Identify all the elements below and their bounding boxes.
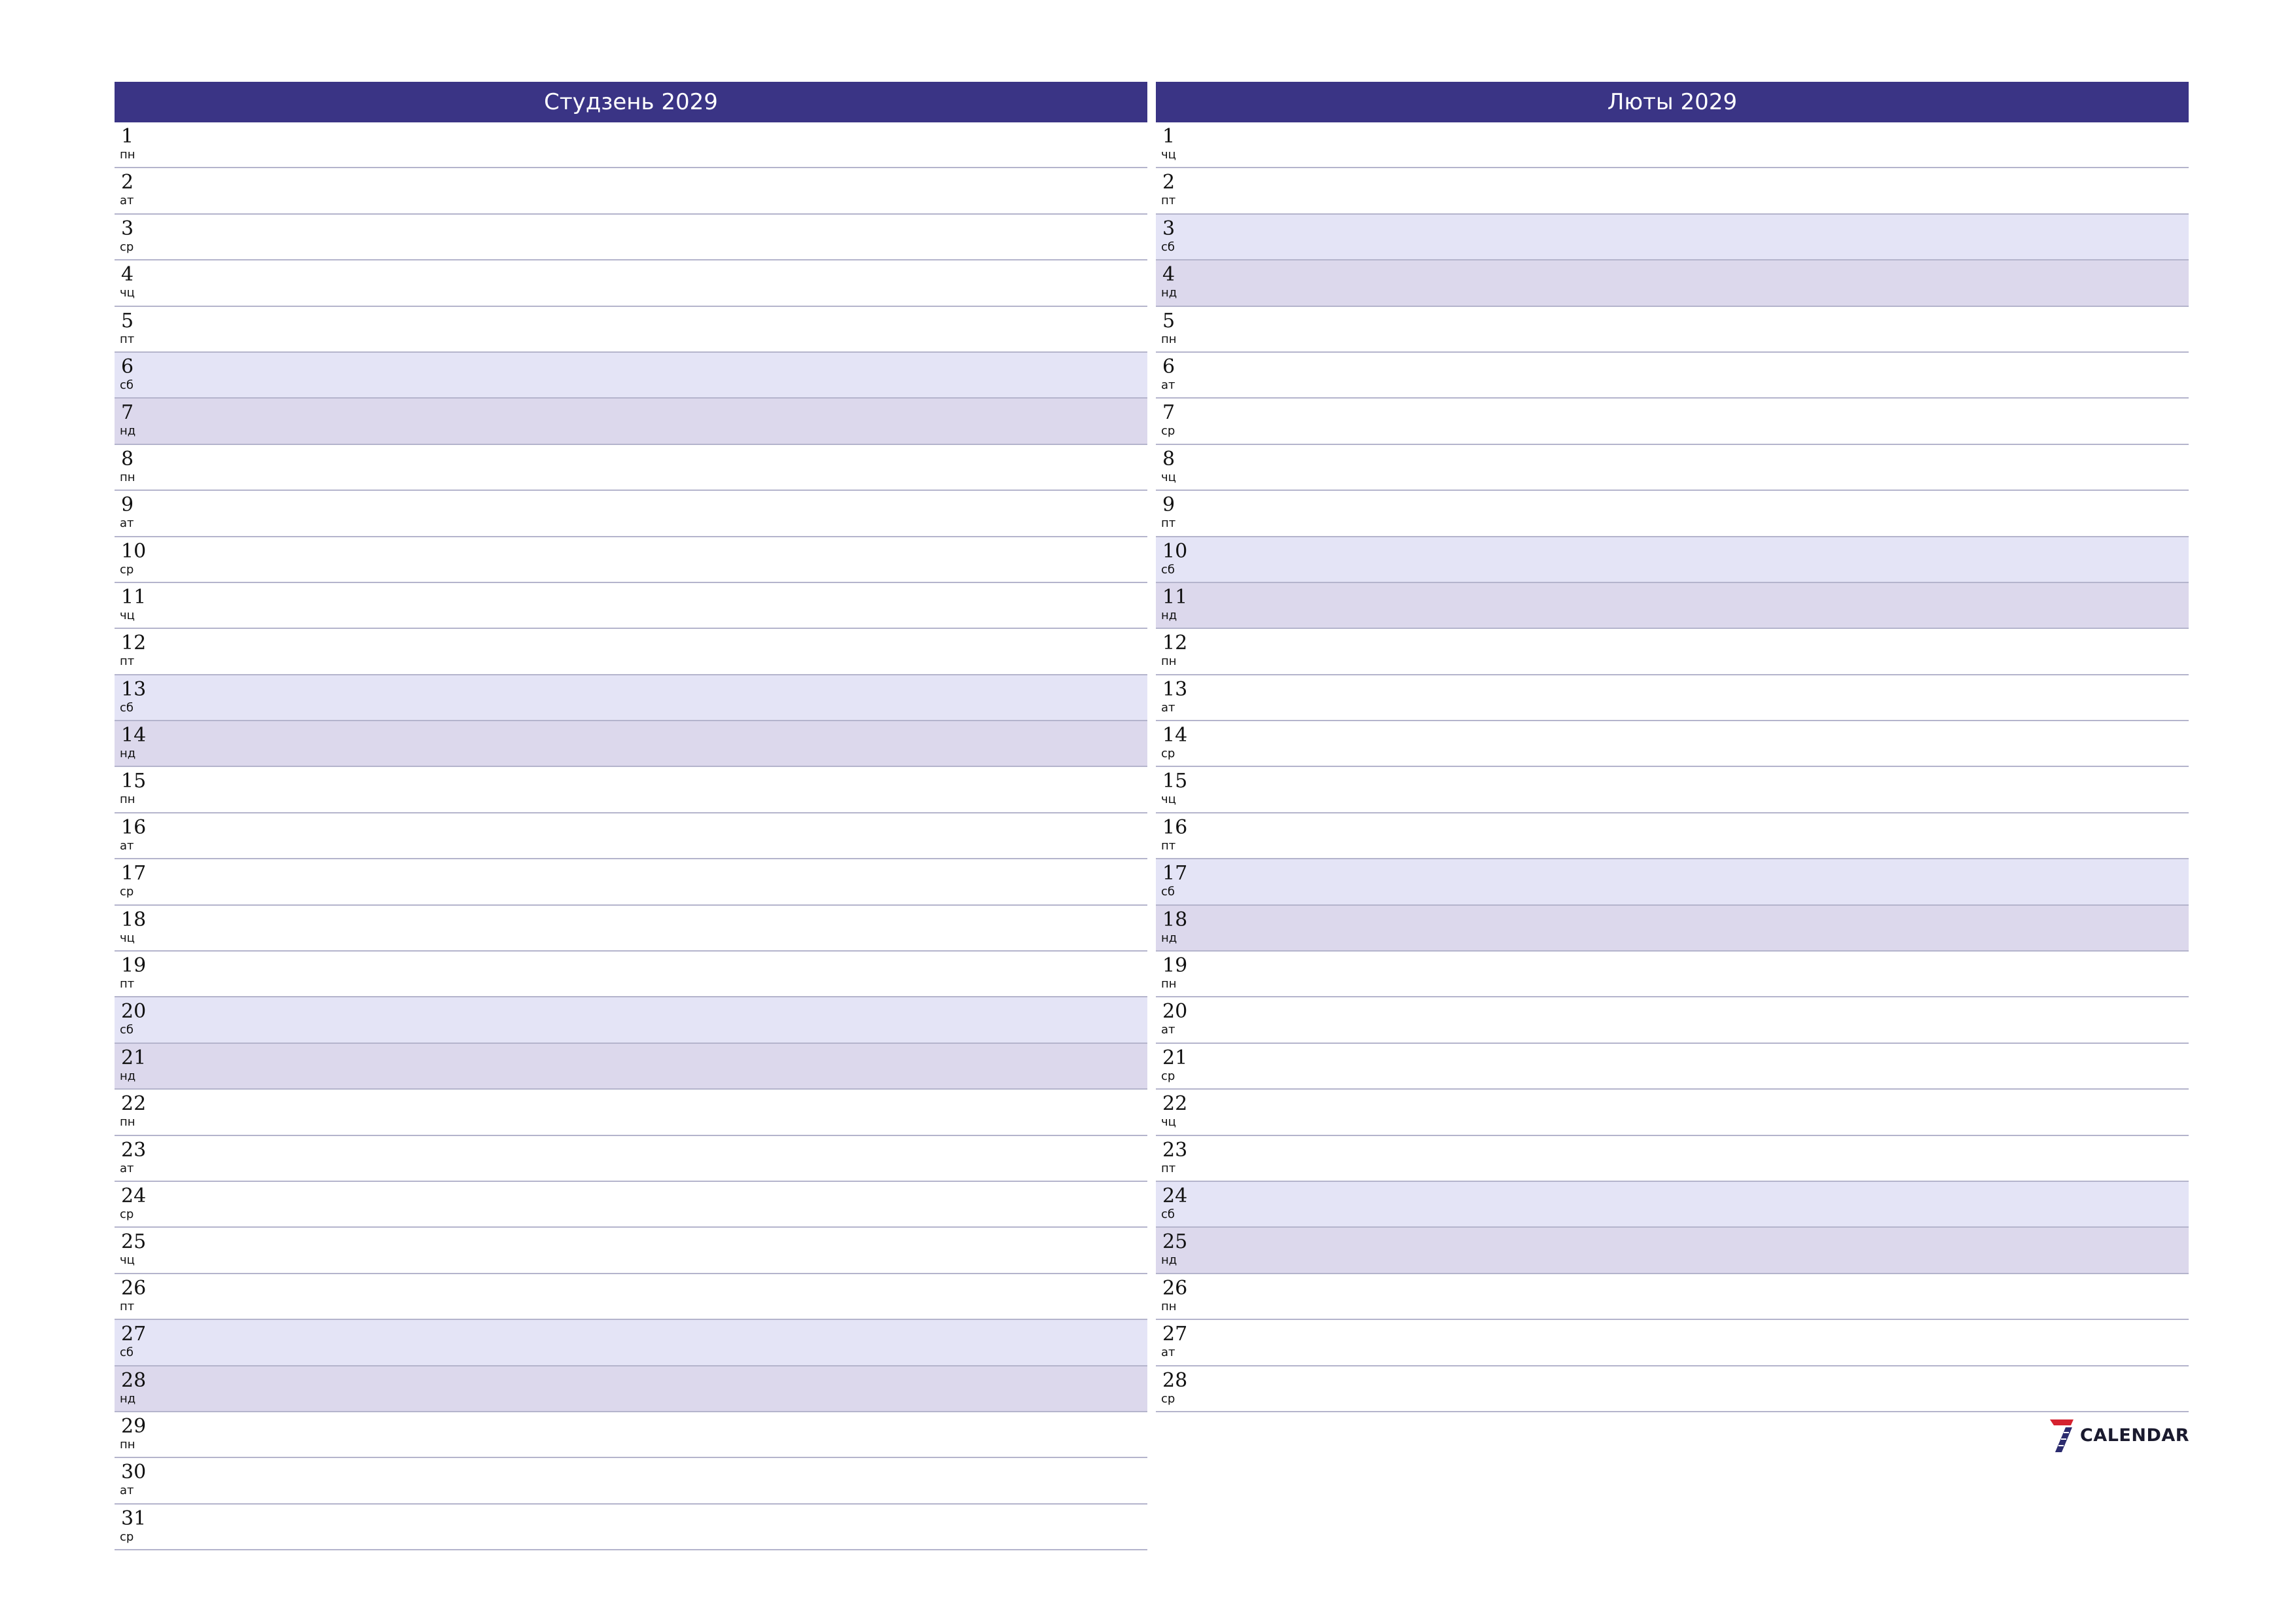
weekday-abbr: пн xyxy=(1161,977,1177,991)
weekday-abbr: нд xyxy=(120,747,136,761)
day-row[interactable] xyxy=(115,122,1147,168)
day-number: 3 xyxy=(121,217,134,240)
weekday-abbr: ср xyxy=(120,1529,134,1544)
weekday-abbr: нд xyxy=(1161,286,1177,300)
weekday-abbr: пн xyxy=(120,1115,135,1130)
weekday-abbr: нд xyxy=(120,1391,136,1406)
day-number: 2 xyxy=(1162,171,1175,194)
day-row[interactable] xyxy=(1156,767,2189,813)
weekday-abbr: чц xyxy=(120,1253,135,1268)
month-title: Студзень 2029 xyxy=(115,82,1147,122)
day-row[interactable] xyxy=(115,1274,1147,1320)
day-number: 4 xyxy=(121,263,134,287)
weekday-abbr: нд xyxy=(120,424,136,438)
weekday-abbr: сб xyxy=(120,1346,134,1360)
day-row[interactable] xyxy=(115,491,1147,537)
day-number: 8 xyxy=(1162,447,1175,471)
day-number: 5 xyxy=(121,309,134,332)
month-title: Люты 2029 xyxy=(1156,82,2189,122)
day-number: 6 xyxy=(1162,355,1175,378)
day-row[interactable] xyxy=(115,906,1147,952)
weekday-abbr: ср xyxy=(1161,1391,1175,1406)
day-number: 20 xyxy=(1162,1000,1188,1024)
day-row[interactable] xyxy=(1156,260,2189,306)
day-row[interactable] xyxy=(1156,1366,2189,1412)
weekday-abbr: чц xyxy=(1161,1115,1176,1130)
day-number: 28 xyxy=(121,1368,147,1392)
day-number: 26 xyxy=(121,1276,147,1300)
day-row[interactable] xyxy=(115,629,1147,675)
day-number: 13 xyxy=(1162,677,1188,701)
day-number: 24 xyxy=(121,1184,147,1207)
weekday-abbr: чц xyxy=(120,286,135,300)
day-number: 30 xyxy=(121,1461,147,1484)
day-number: 31 xyxy=(121,1507,147,1530)
weekday-abbr: пт xyxy=(1161,838,1176,853)
day-row[interactable] xyxy=(1156,215,2189,260)
weekday-abbr: пн xyxy=(1161,332,1177,346)
day-number: 22 xyxy=(1162,1092,1188,1116)
day-list xyxy=(115,122,1147,1550)
weekday-abbr: ср xyxy=(120,885,134,899)
weekday-abbr: ср xyxy=(1161,424,1175,438)
day-number: 22 xyxy=(121,1092,147,1116)
weekday-abbr: ат xyxy=(120,1161,134,1175)
weekday-abbr: пт xyxy=(120,654,135,669)
weekday-abbr: пт xyxy=(1161,516,1176,531)
weekday-abbr: пт xyxy=(120,977,135,991)
day-row[interactable] xyxy=(115,1044,1147,1090)
logo-text: CALENDAR xyxy=(2080,1425,2190,1446)
day-row[interactable] xyxy=(1156,1182,2189,1228)
day-row[interactable] xyxy=(1156,491,2189,537)
day-number: 10 xyxy=(121,539,147,563)
day-number: 27 xyxy=(1162,1323,1188,1346)
day-number: 13 xyxy=(121,677,147,701)
day-number: 16 xyxy=(1162,815,1188,839)
day-number: 18 xyxy=(1162,908,1188,931)
day-number: 6 xyxy=(121,355,134,378)
day-row[interactable] xyxy=(115,675,1147,721)
weekday-abbr: ат xyxy=(120,838,134,853)
day-number: 19 xyxy=(121,954,147,978)
day-row[interactable] xyxy=(1156,583,2189,629)
weekday-abbr: пн xyxy=(120,148,135,162)
day-number: 17 xyxy=(121,862,147,885)
weekday-abbr: ат xyxy=(1161,1023,1175,1037)
day-number: 11 xyxy=(121,585,147,609)
weekday-abbr: пн xyxy=(120,470,135,484)
day-row[interactable] xyxy=(115,307,1147,353)
weekday-abbr: ср xyxy=(120,240,134,254)
day-row[interactable] xyxy=(115,399,1147,444)
day-number: 17 xyxy=(1162,862,1188,885)
day-number: 23 xyxy=(1162,1138,1188,1162)
weekday-abbr: пт xyxy=(1161,194,1176,208)
day-row[interactable] xyxy=(1156,813,2189,859)
day-row[interactable] xyxy=(1156,537,2189,583)
month-column-january xyxy=(115,82,1147,1550)
day-row[interactable] xyxy=(1156,997,2189,1043)
weekday-abbr: ат xyxy=(1161,700,1175,715)
day-row[interactable] xyxy=(115,1505,1147,1550)
day-row[interactable] xyxy=(1156,307,2189,353)
day-row[interactable] xyxy=(1156,1274,2189,1320)
day-row[interactable] xyxy=(115,168,1147,214)
day-row[interactable] xyxy=(1156,445,2189,491)
weekday-abbr: пт xyxy=(1161,1161,1176,1175)
weekday-abbr: ср xyxy=(1161,1069,1175,1083)
day-number: 15 xyxy=(121,770,147,793)
day-row[interactable] xyxy=(1156,353,2189,399)
weekday-abbr: ср xyxy=(120,562,134,577)
day-number: 18 xyxy=(121,908,147,931)
weekday-abbr: чц xyxy=(1161,148,1176,162)
seven-logo-icon xyxy=(2047,1417,2076,1454)
weekday-abbr: нд xyxy=(120,1069,136,1083)
day-row[interactable] xyxy=(1156,122,2189,168)
day-row[interactable] xyxy=(115,583,1147,629)
day-number: 27 xyxy=(121,1323,147,1346)
day-number: 11 xyxy=(1162,585,1188,609)
month-column-february xyxy=(1156,82,2189,1412)
weekday-abbr: чц xyxy=(1161,793,1176,807)
day-row[interactable] xyxy=(115,1320,1147,1366)
day-row[interactable] xyxy=(1156,1044,2189,1090)
weekday-abbr: сб xyxy=(120,700,134,715)
weekday-abbr: пт xyxy=(120,1299,135,1313)
day-number: 8 xyxy=(121,447,134,471)
day-row[interactable] xyxy=(1156,1090,2189,1135)
day-number: 23 xyxy=(121,1138,147,1162)
weekday-abbr: сб xyxy=(1161,240,1175,254)
weekday-abbr: сб xyxy=(1161,885,1175,899)
day-number: 3 xyxy=(1162,217,1175,240)
day-number: 5 xyxy=(1162,309,1175,332)
day-row[interactable] xyxy=(115,767,1147,813)
day-number: 16 xyxy=(121,815,147,839)
weekday-abbr: чц xyxy=(120,608,135,622)
day-number: 19 xyxy=(1162,954,1188,978)
day-number: 26 xyxy=(1162,1276,1188,1300)
weekday-abbr: ср xyxy=(120,1207,134,1221)
day-row[interactable] xyxy=(1156,168,2189,214)
day-number: 9 xyxy=(121,493,134,517)
day-row[interactable] xyxy=(115,813,1147,859)
day-row[interactable] xyxy=(1156,1228,2189,1274)
day-number: 12 xyxy=(1162,632,1188,655)
day-number: 25 xyxy=(1162,1230,1188,1254)
weekday-abbr: нд xyxy=(1161,1253,1177,1268)
weekday-abbr: ат xyxy=(1161,1346,1175,1360)
day-row[interactable] xyxy=(115,215,1147,260)
day-row[interactable] xyxy=(1156,629,2189,675)
day-number: 4 xyxy=(1162,263,1175,287)
weekday-abbr: ат xyxy=(120,516,134,531)
day-number: 9 xyxy=(1162,493,1175,517)
day-row[interactable] xyxy=(115,537,1147,583)
day-number: 15 xyxy=(1162,770,1188,793)
weekday-abbr: сб xyxy=(1161,562,1175,577)
day-row[interactable] xyxy=(1156,952,2189,997)
day-row[interactable] xyxy=(115,1458,1147,1504)
day-number: 10 xyxy=(1162,539,1188,563)
day-row[interactable] xyxy=(115,1182,1147,1228)
weekday-abbr: чц xyxy=(120,931,135,945)
day-row[interactable] xyxy=(115,445,1147,491)
day-row[interactable] xyxy=(1156,906,2189,952)
day-row[interactable] xyxy=(1156,1320,2189,1366)
day-row[interactable] xyxy=(1156,721,2189,767)
day-row[interactable] xyxy=(1156,859,2189,905)
weekday-abbr: ат xyxy=(1161,378,1175,392)
day-row[interactable] xyxy=(115,353,1147,399)
day-row[interactable] xyxy=(1156,675,2189,721)
day-row[interactable] xyxy=(1156,399,2189,444)
day-number: 25 xyxy=(121,1230,147,1254)
weekday-abbr: пн xyxy=(120,793,135,807)
weekday-abbr: сб xyxy=(120,1023,134,1037)
weekday-abbr: сб xyxy=(120,378,134,392)
weekday-abbr: чц xyxy=(1161,470,1176,484)
day-number: 29 xyxy=(121,1414,147,1438)
day-row[interactable] xyxy=(115,1090,1147,1135)
weekday-abbr: нд xyxy=(1161,931,1177,945)
day-number: 21 xyxy=(1162,1046,1188,1069)
day-number: 28 xyxy=(1162,1368,1188,1392)
day-row[interactable] xyxy=(115,1412,1147,1458)
day-number: 21 xyxy=(121,1046,147,1069)
day-row[interactable] xyxy=(1156,1136,2189,1182)
weekday-abbr: нд xyxy=(1161,608,1177,622)
brand-logo xyxy=(2047,1416,2189,1455)
day-row[interactable] xyxy=(115,1366,1147,1412)
day-number: 7 xyxy=(121,401,134,425)
day-row[interactable] xyxy=(115,1136,1147,1182)
day-row[interactable] xyxy=(115,260,1147,306)
day-number: 20 xyxy=(121,1000,147,1024)
weekday-abbr: ср xyxy=(1161,747,1175,761)
day-number: 14 xyxy=(121,724,147,747)
weekday-abbr: пт xyxy=(120,332,135,346)
weekday-abbr: пн xyxy=(1161,1299,1177,1313)
day-number: 2 xyxy=(121,171,134,194)
day-row[interactable] xyxy=(115,997,1147,1043)
day-list xyxy=(1156,122,2189,1412)
weekday-abbr: пн xyxy=(1161,654,1177,669)
day-number: 14 xyxy=(1162,724,1188,747)
day-row[interactable] xyxy=(115,859,1147,905)
weekday-abbr: ат xyxy=(120,194,134,208)
day-number: 1 xyxy=(1162,125,1175,148)
day-row[interactable] xyxy=(115,952,1147,997)
weekday-abbr: пн xyxy=(120,1437,135,1452)
day-number: 7 xyxy=(1162,401,1175,425)
day-row[interactable] xyxy=(115,721,1147,767)
weekday-abbr: сб xyxy=(1161,1207,1175,1221)
day-number: 24 xyxy=(1162,1184,1188,1207)
weekday-abbr: ат xyxy=(120,1484,134,1498)
day-number: 12 xyxy=(121,632,147,655)
day-row[interactable] xyxy=(115,1228,1147,1274)
day-number: 1 xyxy=(121,125,134,148)
